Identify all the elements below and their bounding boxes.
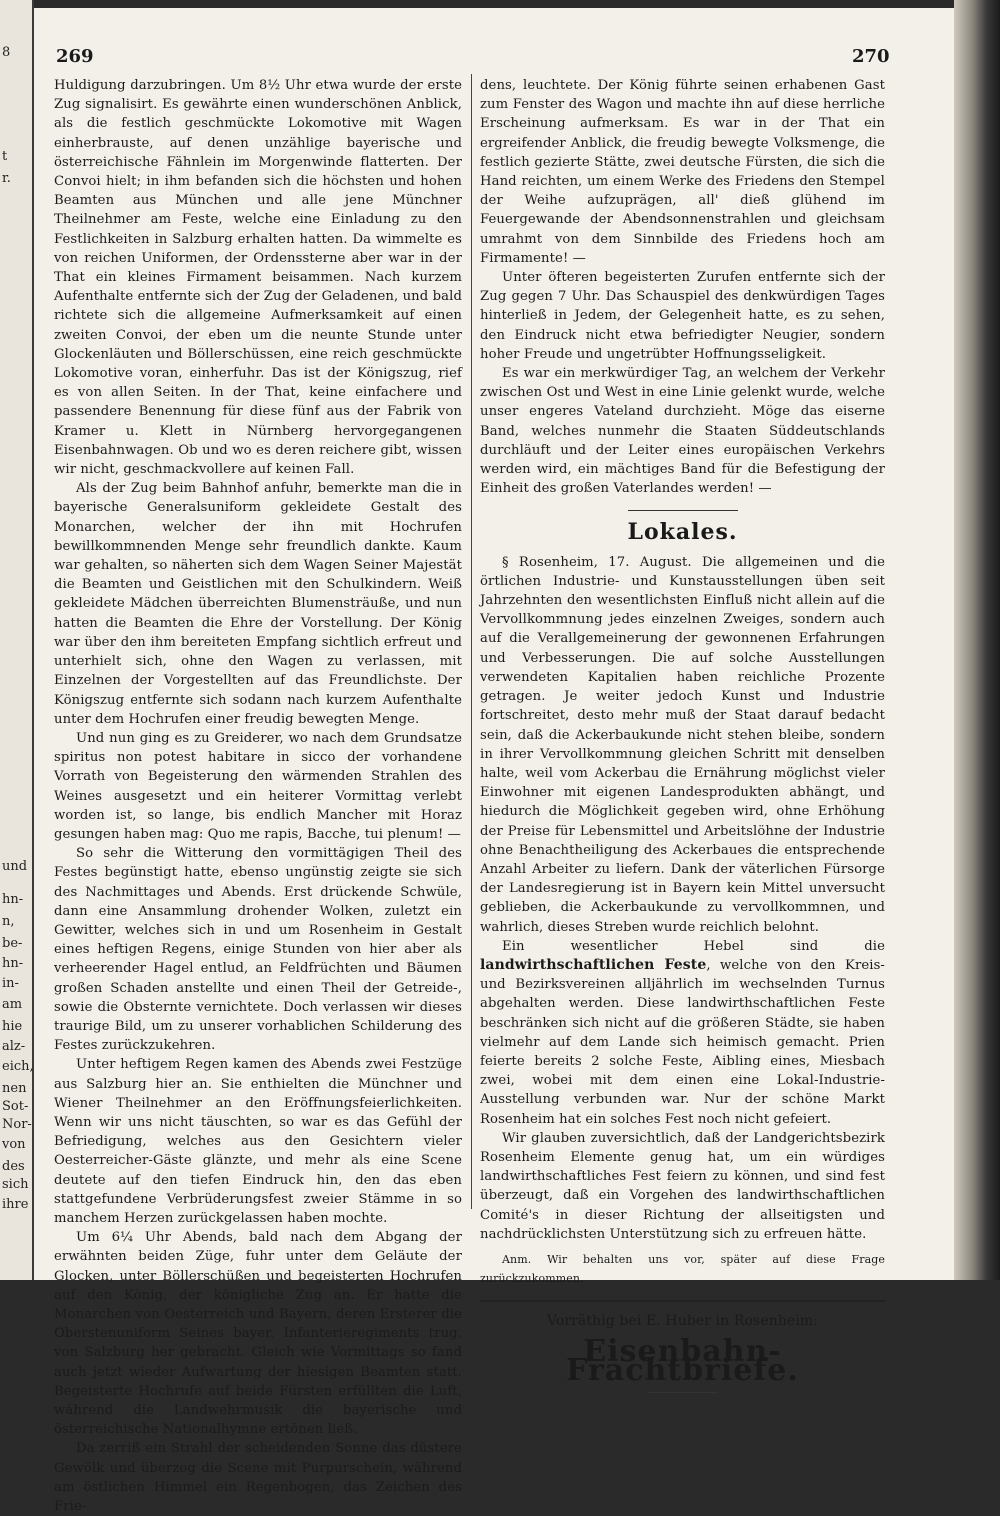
paragraph: dens, leuchtete. Der König führte seinen erhabenen Gast zum Fenster des Wagon und machte ihn auf diese herrliche Erscheinung aufmerksam. Es war in der That ein ergreifender Anblick, die freudig bewegte Volksmenge, die festlich gezierte Stätte, zwei deutsche Fürsten, die sich die Hand reichten, um einem Werke des Friedens den Stempel der Weihe aufzuprägen, all' dieß glühend im Feuergewande der Abendsonnenstrahlen und gleichsam umrahmt von dem Sinnbilde des Friedens hoch am Firmamente! — — [480, 78, 885, 266]
advertisement-rule — [480, 1300, 885, 1302]
adjacent-page-strip — [0, 0, 34, 1280]
right-page-number: 270 — [852, 46, 890, 67]
margin-fragment: be- — [2, 936, 23, 951]
paragraph: Es war ein merkwürdiger Tag, an welchem der Verkehr zwischen Ost und West in eine Linie gelenkt wurde, welche unser engeres Vateland durchzieht. Möge das eiserne Band, welches nunmehr die Staaten Süddeutschlands durchläuft und der Leiter eines europäischen Verkehrs werden wird, ein mächtiges Band für die Befestigung der Einheit des großen Vaterlandes werden! — — [480, 366, 885, 497]
newspaper-page — [34, 8, 954, 1515]
section-heading-lokales: Lokales. — [627, 519, 738, 546]
end-rule — [648, 1392, 718, 1393]
book-edge — [954, 0, 1000, 1280]
margin-fragment: von — [2, 1137, 26, 1152]
margin-fragment: t — [2, 149, 8, 164]
paragraph: Um 6¼ Uhr Abends, bald nach dem Abgang der erwähnten beiden Züge, fuhr unter dem Geläute der Glocken, unter Böllerschüßen und begeisterten Hochrufen auf den König, der königliche Zug an. Er hatte die Monarchen von Oesterreich und Bayern, deren Ersterer die Oberstenuniform Seines bayer. Infanterieregiments trug, von Salzburg her gebracht. Gleich wie Vormittags so fand auch jetzt wieder Aufwartung der hiesigen Beamten statt. Begeisterte Hochrufe auf beide Fürsten erfüllten die Luft, während die Landwehrmusik die bayerische und österreichische Nationalhymne ertönen ließ. — [54, 1230, 462, 1438]
footnote: Anm. Wir behalten uns vor, später auf diese Frage zurückzukommen. — [480, 1252, 885, 1286]
margin-fragment: in- — [2, 976, 19, 991]
paragraph: Da zerriß ein Strahl der scheidenden Sonne das düstere Gewölk und überzog die Scene mit Purpurschein, während am östlichen Himmel ein Regenbogen, das Zeichen des Frie- — [54, 1441, 462, 1515]
margin-fragment: hn- — [2, 892, 24, 907]
left-column — [54, 76, 462, 1516]
margin-fragment: sich — [2, 1177, 29, 1192]
bold-term: landwirthschaftlichen Feste — [480, 956, 707, 973]
margin-fragment: 8 — [2, 45, 11, 60]
paragraph: Unter heftigem Regen kamen des Abends zwei Festzüge aus Salzburg hier an. Sie enthielten die Münchner und Wiener Theilnehmer an den Eröffnungsfeierlichkeiten. Wenn wir uns nicht täuschten, so war es das Gefühl der Befriedigung, welches aus den Gesichtern vieler Oesterreicher-Gäste glänzte, und mehr als eine Scene deutete auf den tiefen Eindruck hin, den das eben stattgefundene Verbrüderungsfest zweier Stämme in so manchem Herzen zurückgelassen haben mochte. — [54, 1057, 462, 1226]
paragraph-lead: Ein wesentlicher Hebel sind die — [502, 938, 885, 954]
margin-fragment: hie — [2, 1019, 23, 1034]
margin-fragment: hn- — [2, 956, 24, 971]
margin-fragment: und — [2, 859, 28, 874]
paragraph — [480, 937, 885, 1129]
right-column — [480, 76, 885, 1405]
advertisement-title: Eisenbahn-Frachtbriefe. — [566, 1333, 799, 1388]
paragraph: Als der Zug beim Bahnhof anfuhr, bemerkte man die in bayerische Generalsuniform gekleidete Gestalt des Monarchen, welcher der ihn mit Hochrufen bewillkommnenden Menge sehr freundlich dankte. Kaum war gehalten, so näherten sich dem Wagen Seiner Majestät die Beamten und Geistlichen mit den Schulkindern. Weiß gekleidete Mädchen überreichten Blumensträuße, und nun hatten die Beamten die Ehre der Vorstellung. Der König war über den ihm bereiteten Empfang sichtlich erfreut und unterhielt sich, ohne den Wagen zu verlassen, mit Einzelnen der Vorgestellten auf das Freundlichste. Der Königszug entfernte sich sodann nach kurzem Aufenthalte unter dem Hochrufen einer freudig bewegten Menge. — [54, 481, 462, 727]
paragraph: Und nun ging es zu Greiderer, wo nach dem Grundsatze spiritus non potest habitare in sicco der vorhandene Vorrath von Begeisterung den wärmenden Strahlen des Weines ausgesetzt und ein heiterer Vormittag verlebt worden ist, so lange, bis endlich Mancher mit Horaz gesungen haben mag: Quo me rapis, Bacche, tui plenum! — — [54, 730, 462, 842]
margin-fragment: am — [2, 997, 23, 1012]
margin-fragment: alz- — [2, 1039, 26, 1054]
margin-fragment: n, — [2, 914, 15, 929]
left-page-number: 269 — [56, 46, 94, 67]
margin-fragment: Nor- — [2, 1117, 32, 1132]
paragraph: § Rosenheim, 17. August. Die allgemeinen und die örtlichen Industrie- und Kunstausstellungen üben seit Jahrzehnten den wesentlichsten Einfluß nicht allein auf die Vervollkommnung jedes einzelnen Zweiges, sondern auch auf die Verallgemeinerung der gewonnenen Erfahrungen und Verbesserungen. Die auf solche Ausstellungen verwendeten Kapitalien haben reichliche Prozente getragen. Je weiter jedoch Kunst und Industrie fortschreitet, desto mehr muß der Staat darauf bedacht sein, daß die Ackerbaukunde nicht stehen bleibe, sondern in ihrer Vervollkommnung gleichen Schritt mit denselben halte, weil vom Ackerbau die Ernährung möglichst vieler Einwohner mit eigenen Landesprodukten abhängt, und hiedurch die Möglichkeit gegeben wird, ohne Erhöhung der Preise für Lebensmittel und Arbeitslöhne der Industrie ohne Benachtheiligung des Ackerbaues die entsprechende Anzahl Arbeiter zu liefern. Dank der väterlichen Fürsorge der Landesregierung ist in Bayern kein Mittel unversucht geblieben, die Ackerbaukunde zu vervollkommnen, und wahrlich, dieses Streben wurde reichlich belohnt. — [480, 554, 885, 935]
margin-fragment: nen — [2, 1081, 27, 1096]
paragraph-rest: , welche von den Kreis- und Bezirksvereinen alljährlich im wechselnden Turnus abgehalten werden. Diese landwirthschaftlichen Feste beschränken sich nicht auf die größeren Städte, sie haben vielmehr auf dem Lande sich heimisch gemacht. Prien feierte bereits 2 solche Feste, Aibling eines, Miesbach zwei, wobei mit dem einen eine Lokal-Industrie-Ausstellung verbunden war. Nur der schöne Markt Rosenheim hat ein solches Fest noch nicht gefeiert. — [480, 957, 885, 1127]
column-divider — [471, 74, 472, 1209]
section-rule — [628, 510, 738, 511]
paragraph: So sehr die Witterung den vormittägigen Theil des Festes begünstigt hatte, ebenso ungünstig zeigte sie sich des Nachmittages und Abends. Erst drückende Schwüle, dann eine Ansammlung drohender Wolken, zuletzt ein Gewitter, welches sich in und um Rosenheim in Gestalt eines heftigen Regens, einige Stunden von hier aber als verheerender Hagel entlud, an Feldfrüchten und Bäumen großen Schaden anstellte und einen Theil der Getreide-, sowie die Obsternte vernichtete. Doch verlassen wir dieses traurige Bild, um zu unserer vorhablichen Schilderung des Festes zurückzukehren. — [54, 846, 462, 1054]
paragraph: Wir glauben zuversichtlich, daß der Landgerichtsbezirk Rosenheim Elemente genug hat, um ein würdiges landwirthschaftliches Fest feiern zu können, und sind fest überzeugt, daß ein Vorgehen des landwirthschaftlichen Comité's in dieser Richtung der allseitigsten und nachdrücklichsten Unterstützung sich zu erfreuen hätte. — [480, 1130, 885, 1242]
paragraph: Huldigung darzubringen. Um 8½ Uhr etwa wurde der erste Zug signalisirt. Es gewährte einen wunderschönen Anblick, als die festlich geschmückte Lokomotive mit Wagen einherbrauste, auf denen unzählige bayerische und österreichische Fähnlein im Morgenwinde flatterten. Der Convoi hielt; in ihm befanden sich die höchsten und hohen Beamten aus München und alle jene Münchner Theilnehmer am Feste, welche eine Einladung zu den Festlichkeiten in Salzburg erhalten hatten. Da wimmelte es von reichen Uniformen, der Ordenssterne aber war in der That ein kleines Firmament beisammen. Nach kurzem Aufenthalte entfernte sich der Zug der Geladenen, und bald richtete sich die allgemeine Aufmerksamkeit auf einen zweiten Convoi, der eben um die neunte Stunde unter Glockenläuten und Böllerschüssen, eine reich geschmückte Lokomotive voran, einherfuhr. Das ist der Königszug, rief es von allen Seiten. In der That, keine einfachere und passendere Benennung für diese fünf aus der Fabrik von Kramer u. Klett in Nürnberg hervorgegangenen Eisenbahnwagen. Ob und wo es deren reichere gibt, wissen wir nicht, geschmackvollere auf keinen Fall. — [54, 78, 462, 478]
paragraph: Unter öfteren begeisterten Zurufen entfernte sich der Zug gegen 7 Uhr. Das Schauspiel des denkwürdigen Tages hinterließ in Jedem, der Gelegenheit hatte, es zu sehen, den Eindruck nicht etwa befriedigter Neugier, sondern hoher Freude und ungetrübter Hoffnungsseligkeit. — [480, 270, 885, 362]
margin-fragment: Sot- — [2, 1099, 29, 1114]
margin-fragment: ihre — [2, 1197, 29, 1212]
margin-fragment: eich, — [2, 1059, 34, 1074]
margin-fragment: des — [2, 1159, 25, 1174]
margin-fragment: r. — [2, 171, 11, 186]
advertisement-line: Vorräthig bei E. Huber in Rosenheim: — [546, 1313, 819, 1330]
